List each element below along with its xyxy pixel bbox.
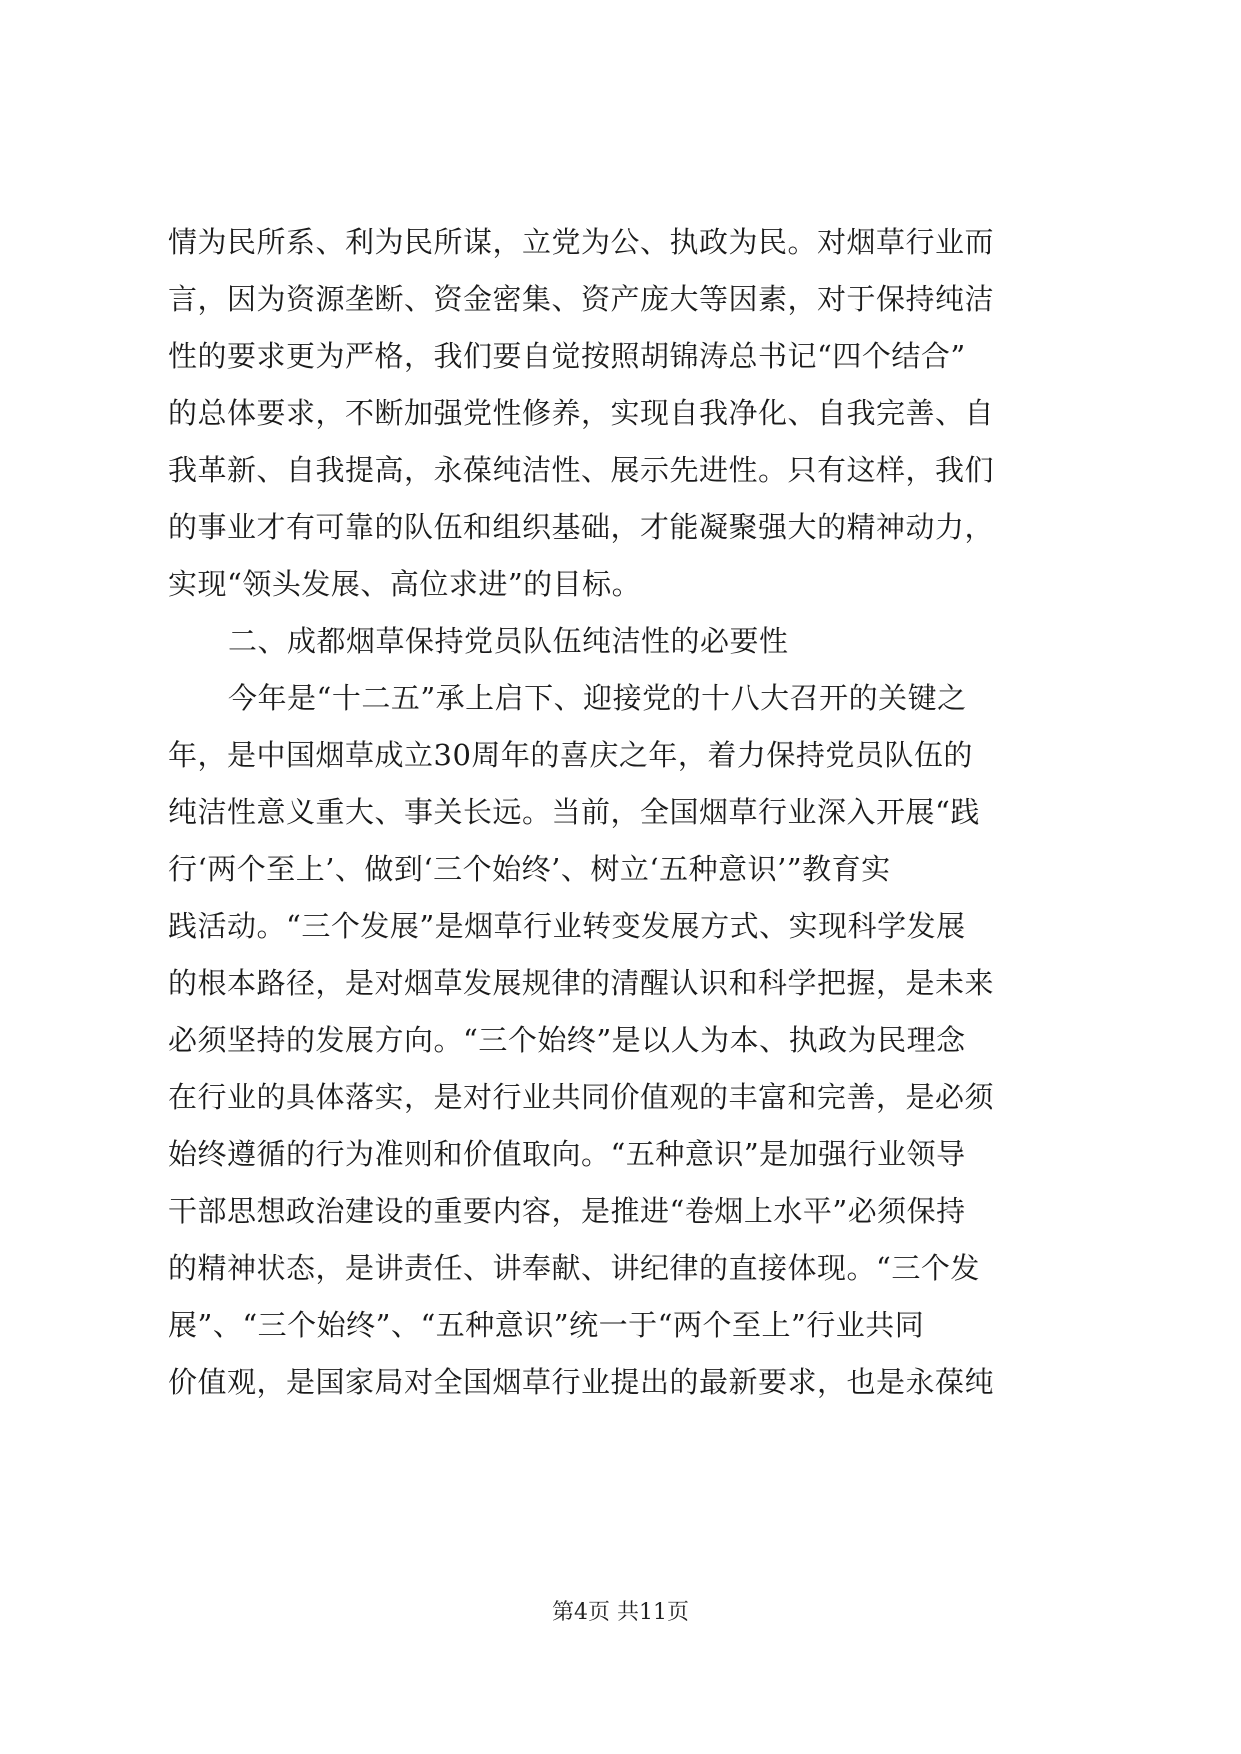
text-line: 必须坚持的发展方向。“三个始终”是以人为本、执政为民理念 (168, 1023, 966, 1057)
text-line: 干部思想政治建设的重要内容，是推进“卷烟上水平”必须保持 (168, 1194, 966, 1228)
text-line: 实现“领头发展、高位求进”的目标。 (168, 567, 642, 601)
text-line: 始终遵循的行为准则和价值取向。“五种意识”是加强行业领导 (168, 1137, 966, 1171)
text-line: 我革新、自我提高，永葆纯洁性、展示先进性。只有这样，我们 (168, 453, 995, 487)
text-line: 践活动。“三个发展”是烟草行业转变发展方式、实现科学发展 (168, 909, 966, 943)
text-line: 今年是“十二五”承上启下、迎接党的十八大召开的关键之 (228, 681, 967, 715)
text-line: 言，因为资源垄断、资金密集、资产庞大等因素，对于保持纯洁 (168, 282, 995, 316)
text-line: 的事业才有可靠的队伍和组织基础，才能凝聚强大的精神动力， (168, 510, 995, 544)
text-line: 在行业的具体落实，是对行业共同价值观的丰富和完善，是必须 (168, 1080, 995, 1114)
text-line: 年，是中国烟草成立30周年的喜庆之年，着力保持党员队伍的 (168, 738, 973, 772)
text-line: 的总体要求，不断加强党性修养，实现自我净化、自我完善、自 (168, 396, 995, 430)
text-line: 价值观，是国家局对全国烟草行业提出的最新要求，也是永葆纯 (168, 1365, 995, 1399)
text-line: 情为民所系、利为民所谋，立党为公、执政为民。对烟草行业而 (168, 225, 995, 259)
text-line: 性的要求更为严格，我们要自觉按照胡锦涛总书记“四个结合” (168, 339, 966, 373)
text-line: 的精神状态，是讲责任、讲奉献、讲纪律的直接体现。“三个发 (168, 1251, 980, 1285)
text-line: 纯洁性意义重大、事关长远。当前，全国烟草行业深入开展“践 (168, 795, 980, 829)
page-number-footer: 第4页 共11页 (552, 1600, 689, 1625)
text-line: 行‘两个至上’、做到‘三个始终’、树立‘五种意识’”教育实 (168, 852, 891, 886)
text-line: 展”、“三个始终”、“五种意识”统一于“两个至上”行业共同 (168, 1308, 925, 1342)
section-heading: 二、成都烟草保持党员队伍纯洁性的必要性 (228, 624, 789, 658)
text-line: 的根本路径，是对烟草发展规律的清醒认识和科学把握，是未来 (168, 966, 995, 1000)
